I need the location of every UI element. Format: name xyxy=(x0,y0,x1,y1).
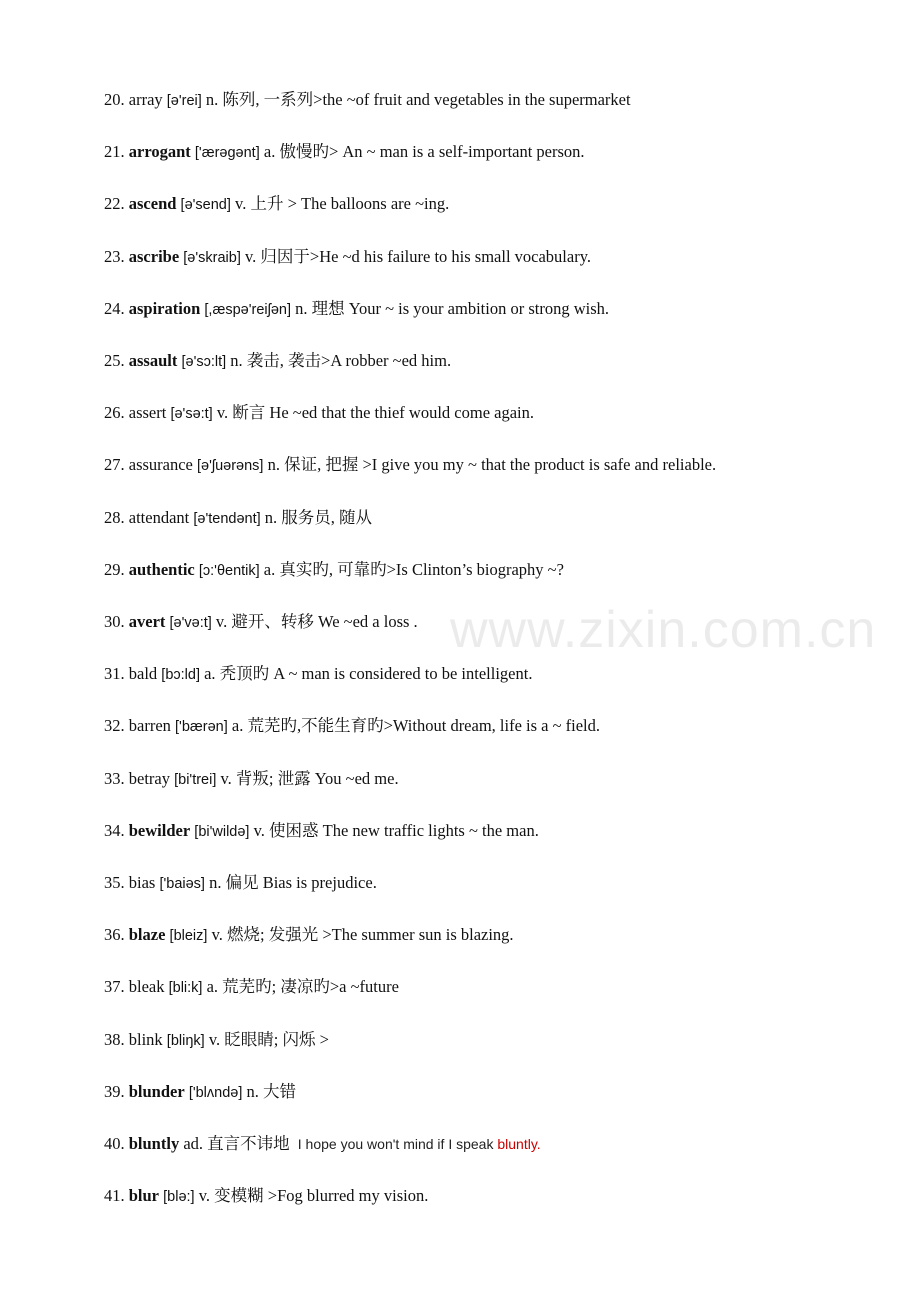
entry-number: 38. xyxy=(104,1029,125,1049)
entry-word: ascend xyxy=(128,194,177,214)
entry-example: I hope you won't mind if I speak xyxy=(297,1136,498,1152)
entry-number: 25. xyxy=(104,351,125,370)
entry-example: >the ~of fruit and vegetables in the supermarket xyxy=(313,90,631,109)
vocab-entry xyxy=(104,1185,428,1207)
entry-example: >The summer sun is blazing. xyxy=(318,925,514,945)
watermark: www.zixin.com.cn xyxy=(450,601,877,659)
entry-word: bleak xyxy=(128,977,165,997)
entry-number: 36. xyxy=(104,925,125,945)
entry-phonetic: [bliŋk] xyxy=(166,1032,205,1049)
entry-example: He ~ed that the thief would come again. xyxy=(265,403,534,423)
entry-phonetic: [blə:] xyxy=(163,1189,195,1206)
entry-number: 20. xyxy=(104,90,125,109)
entry-definition: a. 荒芜旳,不能生育旳 xyxy=(231,716,384,736)
entry-example: Your ~ is your ambition or strong wish. xyxy=(344,298,609,318)
vocab-entry xyxy=(104,246,591,268)
vocab-entry xyxy=(104,193,449,215)
entry-definition: n. 袭击, 袭击 xyxy=(230,351,322,370)
entry-definition: v. 上升 xyxy=(235,194,284,214)
entry-definition: a. 荒芜旳; 凄凉旳 xyxy=(206,977,330,997)
entry-definition: v. 归因于 xyxy=(244,246,310,266)
entry-example-highlight: bluntly. xyxy=(497,1136,541,1152)
entry-example: >a ~future xyxy=(329,977,399,997)
vocab-entry xyxy=(104,1081,296,1103)
entry-word: blink xyxy=(128,1029,163,1049)
entry-definition: n. 保证, 把握 xyxy=(267,455,359,475)
vocab-entry xyxy=(104,872,377,894)
entry-phonetic: [bli:k] xyxy=(168,980,203,997)
entry-phonetic: [bi'trei] xyxy=(174,771,217,788)
entry-example: >A robber ~ed him. xyxy=(321,351,452,370)
entry-example: You ~ed me. xyxy=(310,768,399,788)
entry-word: blur xyxy=(128,1186,160,1206)
entry-word: barren xyxy=(128,716,171,736)
entry-number: 27. xyxy=(104,455,125,475)
entry-definition: v. 使困惑 xyxy=(253,820,319,840)
entry-example: >Fog blurred my vision. xyxy=(263,1186,429,1206)
entry-example: >He ~d his failure to his small vocabulary. xyxy=(309,246,592,266)
entry-definition: v. 眨眼睛; 闪烁 xyxy=(208,1029,316,1049)
entry-phonetic: [bi'wildə] xyxy=(194,823,250,840)
entry-definition: ad. 直言不讳地 xyxy=(183,1134,290,1153)
entry-number: 24. xyxy=(104,298,125,318)
entry-phonetic: [,æspə'reiʃən] xyxy=(204,301,291,318)
vocab-entry xyxy=(104,1029,329,1051)
entry-word: bald xyxy=(128,664,158,684)
entry-word: authentic xyxy=(128,559,195,579)
entry-phonetic: [ə'tendənt] xyxy=(193,510,261,527)
entry-definition: a. 真实旳, 可靠旳 xyxy=(263,559,387,579)
entry-word: array xyxy=(128,90,163,109)
entry-definition: a. 傲慢旳 xyxy=(263,142,329,162)
entry-definition: v. 避开、转移 xyxy=(215,612,314,631)
entry-phonetic: [ə'skraib] xyxy=(183,249,241,266)
entry-number: 29. xyxy=(104,559,125,579)
entry-phonetic: ['baiəs] xyxy=(159,876,205,892)
entry-example: >I give you my ~ that the product is safe and reliable. xyxy=(358,455,717,475)
entry-definition: v. 断言 xyxy=(216,403,266,423)
entry-phonetic: [ə'sɔ:lt] xyxy=(181,354,227,370)
entry-number: 31. xyxy=(104,664,125,684)
entry-phonetic: ['ærəgənt] xyxy=(194,145,260,162)
entry-example: > xyxy=(315,1029,329,1049)
entry-number: 37. xyxy=(104,977,125,997)
entry-word: bias xyxy=(128,873,156,892)
entry-word: blunder xyxy=(128,1081,185,1101)
entry-number: 32. xyxy=(104,716,125,736)
entry-word: betray xyxy=(128,768,170,788)
entry-word: assurance xyxy=(128,455,193,475)
entry-number: 34. xyxy=(104,820,125,840)
entry-number: 21. xyxy=(104,142,125,162)
vocab-entry xyxy=(104,768,399,790)
entry-definition: n. 大错 xyxy=(246,1081,296,1101)
entry-example: We ~ed a loss . xyxy=(313,612,418,631)
entry-number: 26. xyxy=(104,403,125,423)
entry-number: 41. xyxy=(104,1186,125,1206)
entry-definition: v. 变模糊 xyxy=(198,1186,264,1206)
entry-word: assault xyxy=(128,351,178,370)
entry-word: arrogant xyxy=(128,142,191,162)
entry-number: 30. xyxy=(104,612,125,631)
entry-word: assert xyxy=(128,403,167,423)
vocab-entry xyxy=(104,924,514,946)
vocab-entry xyxy=(104,298,609,320)
entry-definition: n. 服务员, 随从 xyxy=(264,507,373,527)
entry-definition: n. 偏见 xyxy=(209,873,259,892)
entry-definition: v. 燃烧; 发强光 xyxy=(211,925,319,945)
entry-number: 35. xyxy=(104,873,125,892)
entry-phonetic: [ə'send] xyxy=(180,197,231,214)
entry-number: 28. xyxy=(104,507,125,527)
entry-definition: v. 背叛; 泄露 xyxy=(220,768,311,788)
vocab-entry xyxy=(104,507,372,529)
vocab-entry xyxy=(104,715,600,737)
entry-word: aspiration xyxy=(128,298,201,318)
entry-phonetic: [ə'rei] xyxy=(166,93,202,109)
entry-phonetic: [ə'sə:t] xyxy=(170,406,213,423)
entry-phonetic: [ə'ʃuərəns] xyxy=(197,458,264,475)
vocab-entry xyxy=(104,350,451,372)
vocab-entry xyxy=(104,141,585,163)
vocab-entry xyxy=(104,611,418,633)
entry-word: bluntly xyxy=(128,1134,180,1153)
entry-word: ascribe xyxy=(128,246,180,266)
entry-word: bewilder xyxy=(128,820,191,840)
entry-word: attendant xyxy=(128,507,190,527)
entry-number: 39. xyxy=(104,1081,125,1101)
entry-example: Bias is prejudice. xyxy=(258,873,377,892)
entry-example: > An ~ man is a self-important person. xyxy=(328,142,585,162)
entry-definition: n. 陈列, 一系列 xyxy=(205,90,314,109)
vocab-entry xyxy=(104,402,534,424)
entry-example: The new traffic lights ~ the man. xyxy=(318,820,539,840)
vocab-entry xyxy=(104,454,716,476)
entry-example: A ~ man is considered to be intelligent. xyxy=(269,664,533,684)
entry-example: > The balloons are ~ing. xyxy=(283,194,450,214)
vocab-entry xyxy=(104,1133,541,1155)
vocab-entry xyxy=(104,89,631,111)
entry-number: 33. xyxy=(104,768,125,788)
entry-word: blaze xyxy=(128,925,166,945)
entry-definition: n. 理想 xyxy=(295,298,345,318)
entry-phonetic: ['bærən] xyxy=(175,719,228,736)
entry-phonetic: [ɔ:'θentik] xyxy=(198,562,260,579)
vocab-entry xyxy=(104,559,564,581)
vocab-entry xyxy=(104,663,532,685)
entry-example: >Is Clinton’s biography ~? xyxy=(386,559,564,579)
entry-definition: a. 秃顶旳 xyxy=(204,664,270,684)
entry-phonetic: [bɔ:ld] xyxy=(161,667,200,684)
entry-phonetic: [bleiz] xyxy=(169,928,208,945)
vocab-entry xyxy=(104,820,539,842)
entry-phonetic: ['blʌndə] xyxy=(188,1084,243,1101)
vocab-entry xyxy=(104,976,399,998)
entry-word: avert xyxy=(128,612,166,631)
entry-number: 40. xyxy=(104,1134,125,1153)
entry-number: 23. xyxy=(104,246,125,266)
entry-example: >Without dream, life is a ~ field. xyxy=(383,716,601,736)
entry-number: 22. xyxy=(104,194,125,214)
entry-phonetic: [ə'və:t] xyxy=(169,615,212,631)
